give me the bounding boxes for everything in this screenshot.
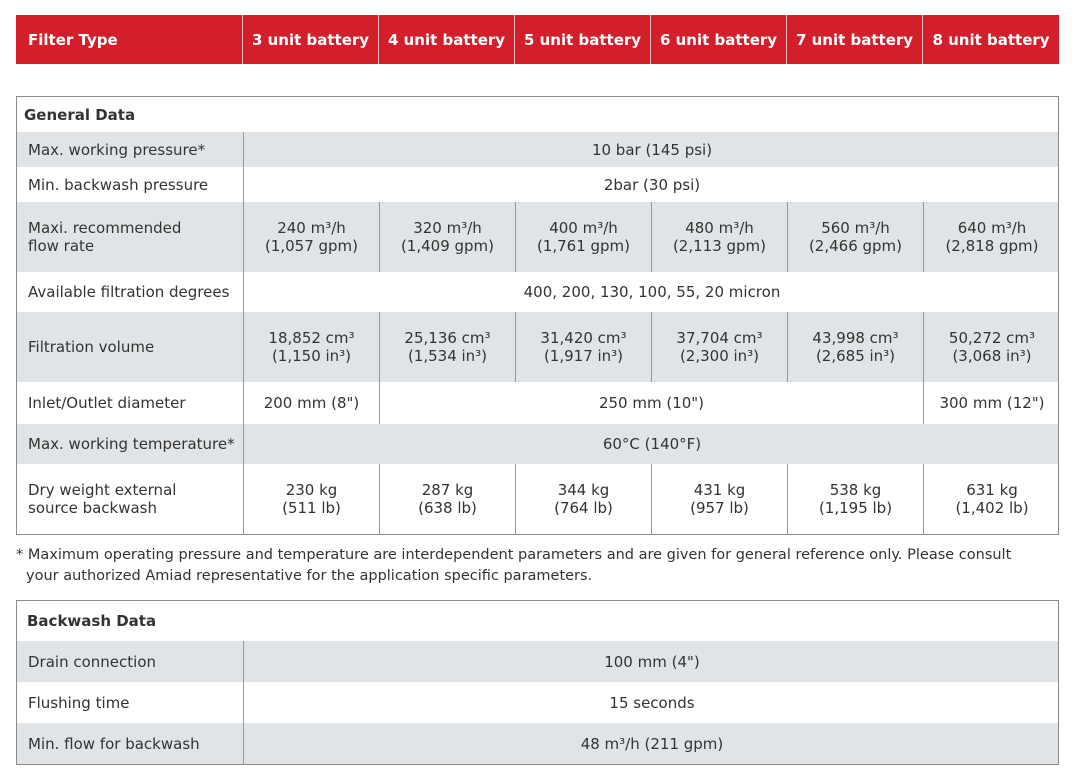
row-value: 15 seconds <box>243 682 1060 723</box>
value-cell: 631 kg (1,402 lb) <box>923 464 1060 534</box>
value-cell: 18,852 cm³ (1,150 in³) <box>243 312 379 382</box>
value-cell: 230 kg (511 lb) <box>243 464 379 534</box>
row-label: Min. backwash pressure <box>28 175 209 194</box>
row-label: Dry weight external source backwash <box>28 481 177 517</box>
header-col-5-unit: 5 unit battery <box>514 15 650 64</box>
table-header <box>16 15 1059 64</box>
value-cell: 50,272 cm³ (3,068 in³) <box>923 312 1060 382</box>
footnote <box>16 545 1066 587</box>
table-row <box>17 682 1058 723</box>
row-label: Max. working temperature* <box>28 435 235 453</box>
table-row <box>17 424 1058 464</box>
value-cell: 344 kg (764 lb) <box>515 464 651 534</box>
table-row <box>17 202 1058 272</box>
row-value: 10 bar (145 psi) <box>243 132 1060 167</box>
value-cell: 25,136 cm³ (1,534 in³) <box>379 312 515 382</box>
value-cell: 400 m³/h (1,761 gpm) <box>515 202 651 272</box>
table-row <box>17 312 1058 382</box>
general-data-table <box>16 96 1059 535</box>
value-cell: 300 mm (12") <box>923 382 1060 424</box>
table-row <box>17 641 1058 682</box>
table-row <box>17 464 1058 534</box>
row-value: 100 mm (4") <box>243 641 1060 682</box>
value-cell: 640 m³/h (2,818 gpm) <box>923 202 1060 272</box>
value-cell: 560 m³/h (2,466 gpm) <box>787 202 923 272</box>
row-label: Min. flow for backwash <box>28 734 200 753</box>
value-cell: 200 mm (8") <box>243 382 379 424</box>
footnote-line-2: your authorized Amiad representative for the application specific parameters. <box>26 568 593 584</box>
table-row <box>17 382 1058 424</box>
value-cell: 250 mm (10") <box>379 382 923 424</box>
row-label: Drain connection <box>28 652 156 671</box>
footnote-line-1: * Maximum operating pressure and temperature are interdependent parameters and are given for general reference only. Please consult <box>16 547 1012 563</box>
row-value: 2bar (30 psi) <box>243 167 1060 202</box>
row-label: Flushing time <box>28 693 130 712</box>
table-row <box>17 272 1058 312</box>
header-col-4-unit: 4 unit battery <box>378 15 514 64</box>
table-row <box>17 132 1058 167</box>
row-label: Maxi. recommended flow rate <box>28 219 182 255</box>
table-row <box>17 167 1058 202</box>
general-data-title: General Data <box>24 105 136 124</box>
row-value: 60°C (140°F) <box>243 424 1060 464</box>
header-col-3-unit: 3 unit battery <box>242 15 378 64</box>
value-cell: 31,420 cm³ (1,917 in³) <box>515 312 651 382</box>
value-cell: 538 kg (1,195 lb) <box>787 464 923 534</box>
row-label: Inlet/Outlet diameter <box>28 394 186 412</box>
backwash-data-table <box>16 600 1059 765</box>
row-value: 48 m³/h (211 gpm) <box>243 723 1060 764</box>
table-row <box>17 723 1058 764</box>
value-cell: 287 kg (638 lb) <box>379 464 515 534</box>
value-cell: 43,998 cm³ (2,685 in³) <box>787 312 923 382</box>
row-label: Available filtration degrees <box>28 283 230 301</box>
header-col-8-unit: 8 unit battery <box>922 15 1059 64</box>
row-label: Max. working pressure* <box>28 140 206 159</box>
value-cell: 480 m³/h (2,113 gpm) <box>651 202 787 272</box>
value-cell: 320 m³/h (1,409 gpm) <box>379 202 515 272</box>
row-label: Filtration volume <box>28 338 155 356</box>
row-value: 400, 200, 130, 100, 55, 20 micron <box>243 272 1060 312</box>
value-cell: 431 kg (957 lb) <box>651 464 787 534</box>
value-cell: 240 m³/h (1,057 gpm) <box>243 202 379 272</box>
backwash-data-title: Backwash Data <box>27 612 157 630</box>
header-col-7-unit: 7 unit battery <box>786 15 922 64</box>
header-filter-type: Filter Type <box>28 30 118 49</box>
value-cell: 37,704 cm³ (2,300 in³) <box>651 312 787 382</box>
header-col-6-unit: 6 unit battery <box>650 15 786 64</box>
